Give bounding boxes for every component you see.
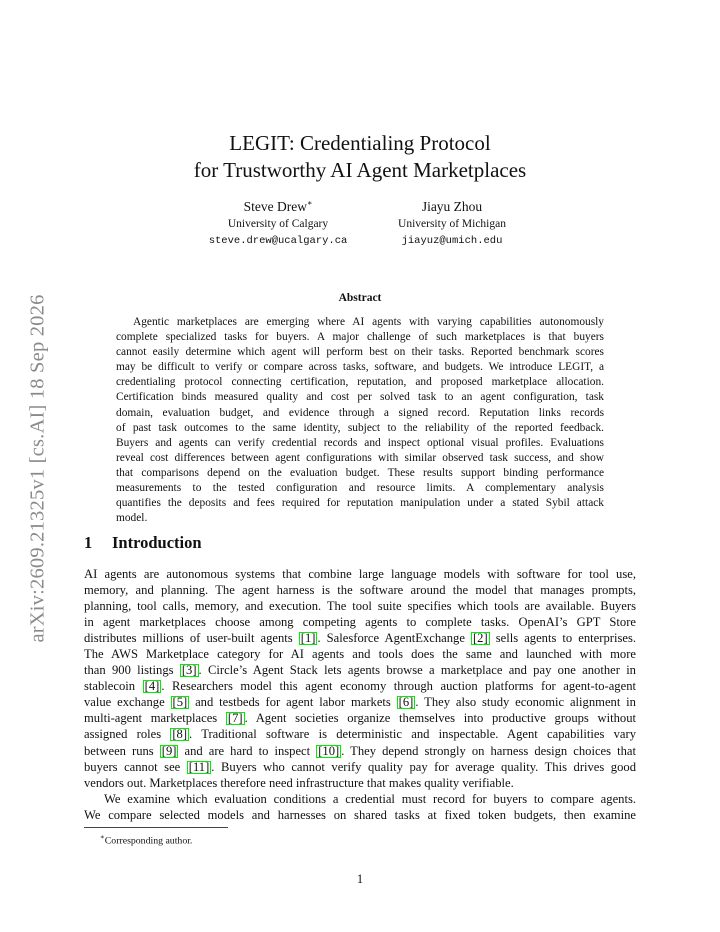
citation-link[interactable]: [5] [172, 695, 188, 710]
intro-line [84, 807, 636, 823]
intro-text: in agent marketplaces choose among competing agents to complete tasks. OpenAI’s GPT Store [84, 615, 636, 630]
citation-link[interactable]: [3] [181, 663, 197, 678]
author-name: Steve Drew [243, 199, 307, 214]
intro-text: . Circle’s Agent Stack lets agents browse a marketplace and pay one another in [198, 663, 636, 678]
citation-link[interactable]: [10] [318, 743, 340, 758]
section-heading [84, 533, 202, 553]
abstract-line: credentialing protocol connecting certification, reputation, and proposed marketplace allocation. [116, 376, 604, 389]
citation-link[interactable]: [2] [472, 631, 488, 646]
intro-text: multi-agent marketplaces [84, 711, 226, 726]
citation-link[interactable]: [7] [227, 711, 243, 726]
intro-line [84, 598, 636, 614]
intro-line [84, 566, 636, 582]
author-email[interactable]: jiayuz@umich.edu [401, 235, 503, 247]
arxiv-id-text: arXiv:2609.21325v1 [cs.AI] 18 Sep 2026 [26, 293, 49, 643]
footnote [100, 831, 192, 847]
intro-text: We compare selected models and harnesses on shared tasks at fixed token budgets, then examine [84, 807, 636, 822]
abstract-body [116, 315, 604, 526]
abstract-line: Certification binds measured quality and cost per solved task to an agent configuration, task [116, 391, 604, 404]
abstract-line: cannot easily determine which agent will perform best on their tasks. Reported benchmark scores [116, 346, 604, 359]
intro-line [84, 582, 636, 598]
intro-text: stablecoin [84, 679, 143, 694]
author-name: Jiayu Zhou [421, 199, 483, 214]
intro-text: . Researchers model this agent economy through auction platforms for agent-to-agent [161, 679, 636, 694]
abstract-line: quantifies the deposits and fees required for reputation manipulation under a stated Sybil attack [116, 497, 604, 510]
author-block-1 [178, 198, 378, 250]
intro-line [84, 694, 636, 710]
intro-line [84, 726, 636, 742]
intro-text: than 900 listings [84, 663, 180, 678]
abstract-line: that comparisons depend on the evaluation budget. These results support binding performance [116, 466, 604, 479]
intro-line [84, 775, 636, 791]
author-block-2 [352, 198, 552, 250]
section-number: 1 [84, 533, 93, 552]
abstract-line: measurements to the tested configuration and resource limits. A complementary analysis [116, 482, 604, 495]
intro-text: between runs [84, 743, 160, 758]
intro-line [84, 662, 636, 678]
citation-link[interactable]: [8] [172, 727, 188, 742]
intro-line [84, 743, 636, 759]
abstract-line: Agentic marketplaces are emerging where AI agents with varying capabilities autonomously [133, 316, 604, 328]
intro-text: memory, and planning. The agent harness is the software around the model that manages prompts, [84, 583, 636, 598]
intro-line [84, 614, 636, 630]
intro-line [84, 759, 636, 775]
intro-line [84, 630, 636, 646]
abstract-line: complete specialized tasks for buyers. A major challenge of such marketplaces is that buyers [116, 331, 604, 344]
citation-link[interactable]: [1] [300, 631, 316, 646]
author-affiliation: University of Calgary [227, 218, 329, 230]
corresponding-mark: ∗ [306, 198, 313, 208]
citation-link[interactable]: [4] [144, 679, 160, 694]
footnote-mark: ∗ [100, 833, 105, 841]
intro-text: . They depend strongly on harness design choices that [341, 743, 636, 758]
title-line-2: for Trustworthy AI Agent Marketplaces [193, 158, 527, 182]
abstract-line: may be difficult to verify or compare across tasks, software, and budgets. We introduce LEGIT, a [116, 361, 604, 374]
page-number: 1 [356, 872, 364, 886]
intro-text: We examine which evaluation conditions a credential must record for buyers to compare agents. [104, 791, 636, 806]
abstract-line: domain, evaluation budget, and evidence through a signed record. Reputation links records [116, 406, 604, 419]
intro-line [84, 791, 636, 807]
intro-text: vendors out. Marketplaces therefore need infrastructure that makes quality verifiable. [84, 775, 514, 790]
citation-link[interactable]: [6] [398, 695, 414, 710]
intro-text: sells agents to enterprises. [489, 631, 636, 646]
intro-text: . Salesforce AgentExchange [317, 631, 471, 646]
intro-text: The AWS Marketplace category for AI agents and tools does the same and launched with more [84, 647, 636, 662]
intro-text: . Agent societies organize themselves into productive groups without [244, 711, 636, 726]
abstract-line: of past task outcomes to the same identity, subject to the reliability of the reported feedback. [116, 421, 604, 434]
title-line-1: LEGIT: Credentialing Protocol [229, 131, 491, 155]
intro-text: and are hard to inspect [178, 743, 317, 758]
footnote-rule [84, 827, 228, 828]
intro-text: distributes millions of user-built agents [84, 631, 299, 646]
author-affiliation: University of Michigan [398, 218, 506, 230]
abstract-line: reveal cost differences between agent configurations with similar observed task success, and show [116, 451, 604, 464]
abstract-heading: Abstract [338, 292, 382, 304]
intro-text: value exchange [84, 695, 171, 710]
paper-title [80, 130, 640, 184]
citation-link[interactable]: [9] [161, 743, 177, 758]
intro-text: buyers cannot see [84, 759, 187, 774]
intro-text: . They also study economic alignment in [415, 695, 636, 710]
citation-link[interactable]: [11] [188, 759, 210, 774]
author-email[interactable]: steve.drew@ucalgary.ca [208, 235, 348, 247]
intro-line [84, 646, 636, 662]
intro-text: . Buyers who cannot verify quality pay for average quality. This drives good [211, 759, 636, 774]
intro-text: assigned roles [84, 727, 171, 742]
arxiv-identifier [16, 268, 60, 668]
section-title: Introduction [112, 533, 202, 552]
abstract-line: model. [116, 512, 148, 525]
intro-text: and testbeds for agent labor markets [189, 695, 397, 710]
intro-line [84, 678, 636, 694]
intro-line [84, 710, 636, 726]
abstract-line: Buyers and agents can verify credential records and inspect optional visual profiles. Evaluations [116, 436, 604, 449]
introduction-body [84, 566, 636, 823]
intro-text: . Traditional software is deterministic and inspectable. Agent capabilities vary [189, 727, 637, 742]
intro-text: AI agents are autonomous systems that combine large language models with software for tool use, [84, 567, 636, 581]
footnote-text: Corresponding author. [104, 835, 193, 847]
intro-text: planning, tool calls, memory, and execution. The tool suite specifies which tools are available. Buyers [84, 599, 636, 614]
